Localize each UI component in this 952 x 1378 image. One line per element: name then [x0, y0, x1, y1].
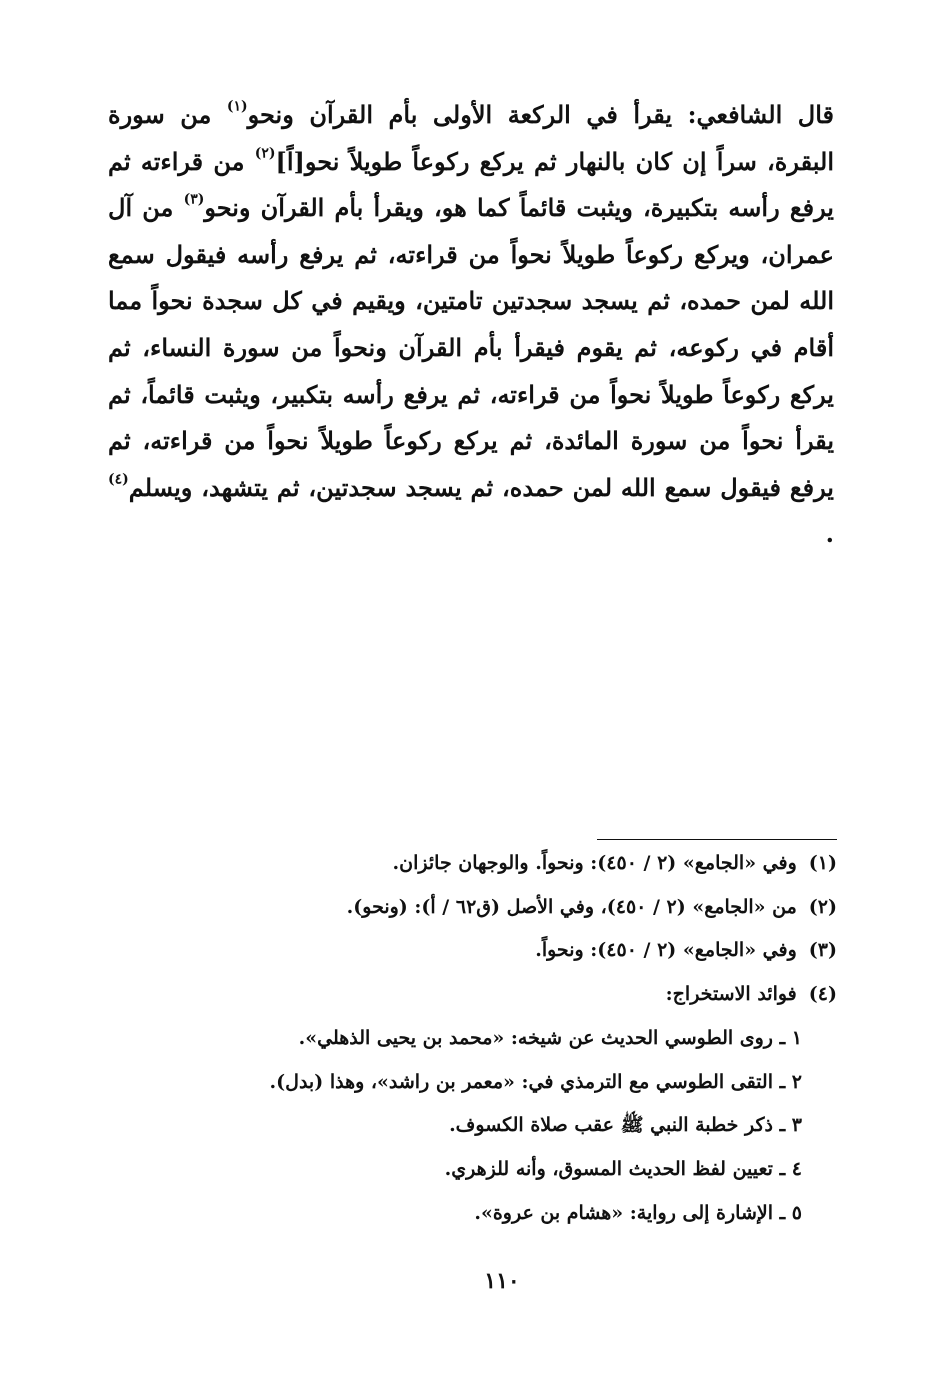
- page-number: ١١٠: [484, 1268, 520, 1294]
- footnote-3: [150, 929, 837, 973]
- list-item: ٢ ـ التقى الطوسي مع الترمذي في: «معمر بن راشد»، وهذا (بدل).: [269, 1070, 802, 1093]
- list-item: ٣ ـ ذكر خطبة النبي ﷺ عقب صلاة الكسوف.: [449, 1114, 802, 1137]
- list-item: ٤ ـ تعيين لفظ الحديث المسوق، وأنه للزهري.: [444, 1157, 802, 1180]
- footnotes-section: [150, 842, 837, 1235]
- footnote-ref-1[interactable]: (١): [226, 98, 248, 115]
- main-paragraph: [108, 92, 834, 558]
- footnote-4: [150, 973, 837, 1017]
- list-item: ٥ ـ الإشارة إلى رواية: «هشام بن عروة».: [474, 1201, 802, 1224]
- footnote-ref-4[interactable]: (٤): [108, 471, 129, 488]
- list-item: ١ ـ روى الطوسي الحديث عن شيخه: «محمد بن يحيى الذهلي».: [298, 1026, 802, 1049]
- footnote-text: من «الجامع» (٢ / ٤٥٠)، وفي الأصل (ق٦٢ / أ): (ونحو).: [346, 895, 797, 918]
- footnote-divider: [597, 839, 837, 840]
- main-text-end: .: [825, 519, 834, 549]
- footnote-ref-3[interactable]: (٣): [183, 191, 205, 208]
- footnote-label: (٢): [808, 895, 837, 918]
- main-text-part-1: قال الشافعي: يقرأ في الركعة الأولى بأم القرآن ونحو: [247, 100, 834, 129]
- footnote-text: وفي «الجامع» (٢ / ٤٥٠): ونحواً.: [535, 939, 797, 962]
- footnote-ref-2[interactable]: (٢): [254, 145, 276, 161]
- main-text-part-4: من آل عمران، ويركع ركوعاً طويلاً نحواً من قراءته، ثم يرفع رأسه فيقول سمع الله لمن حمده، ثم يسجد سجدتين تامتين، ويقيم في كل سجدة نحواً مما أقام في ركوعه، ثم يقوم فيقرأ بأم القرآن ونحواً من سورة النساء، ثم يركع ركوعاً طويلاً نحواً من قراءته، ثم يرفع رأسه بتكبير، ويثبت قائماً، ثم يقرأ نحواً من سورة المائدة، ثم يركع ركوعاً طويلاً نحواً من قراءته، ثم يرفع فيقول سمع الله لمن حمده، ثم يسجد سجدتين، ثم يتشهد، ويسلم: [108, 193, 834, 502]
- footnote-2: [150, 886, 837, 930]
- footnote-1: [150, 842, 837, 886]
- footnote-label: (٣): [808, 939, 837, 962]
- main-text-part-2: من سورة البقرة، سراً إن كان بالنهار ثم يركع ركوعاً طويلاً نحو[اً]: [108, 100, 834, 176]
- footnote-label: (١): [808, 852, 837, 874]
- footnote-text: فوائد الاستخراج:: [665, 983, 797, 1006]
- main-text-part-3: من قراءته ثم يرفع رأسه بتكبيرة، ويثبت قائماً كما هو، ويقرأ بأم القرآن ونحو: [108, 146, 834, 223]
- footnote-text: وفي «الجامع» (٢ / ٤٥٠): ونحواً. والوجهان جائزان.: [392, 852, 797, 874]
- extraction-benefits-list: [150, 1017, 837, 1236]
- footnote-label: (٤): [808, 983, 837, 1006]
